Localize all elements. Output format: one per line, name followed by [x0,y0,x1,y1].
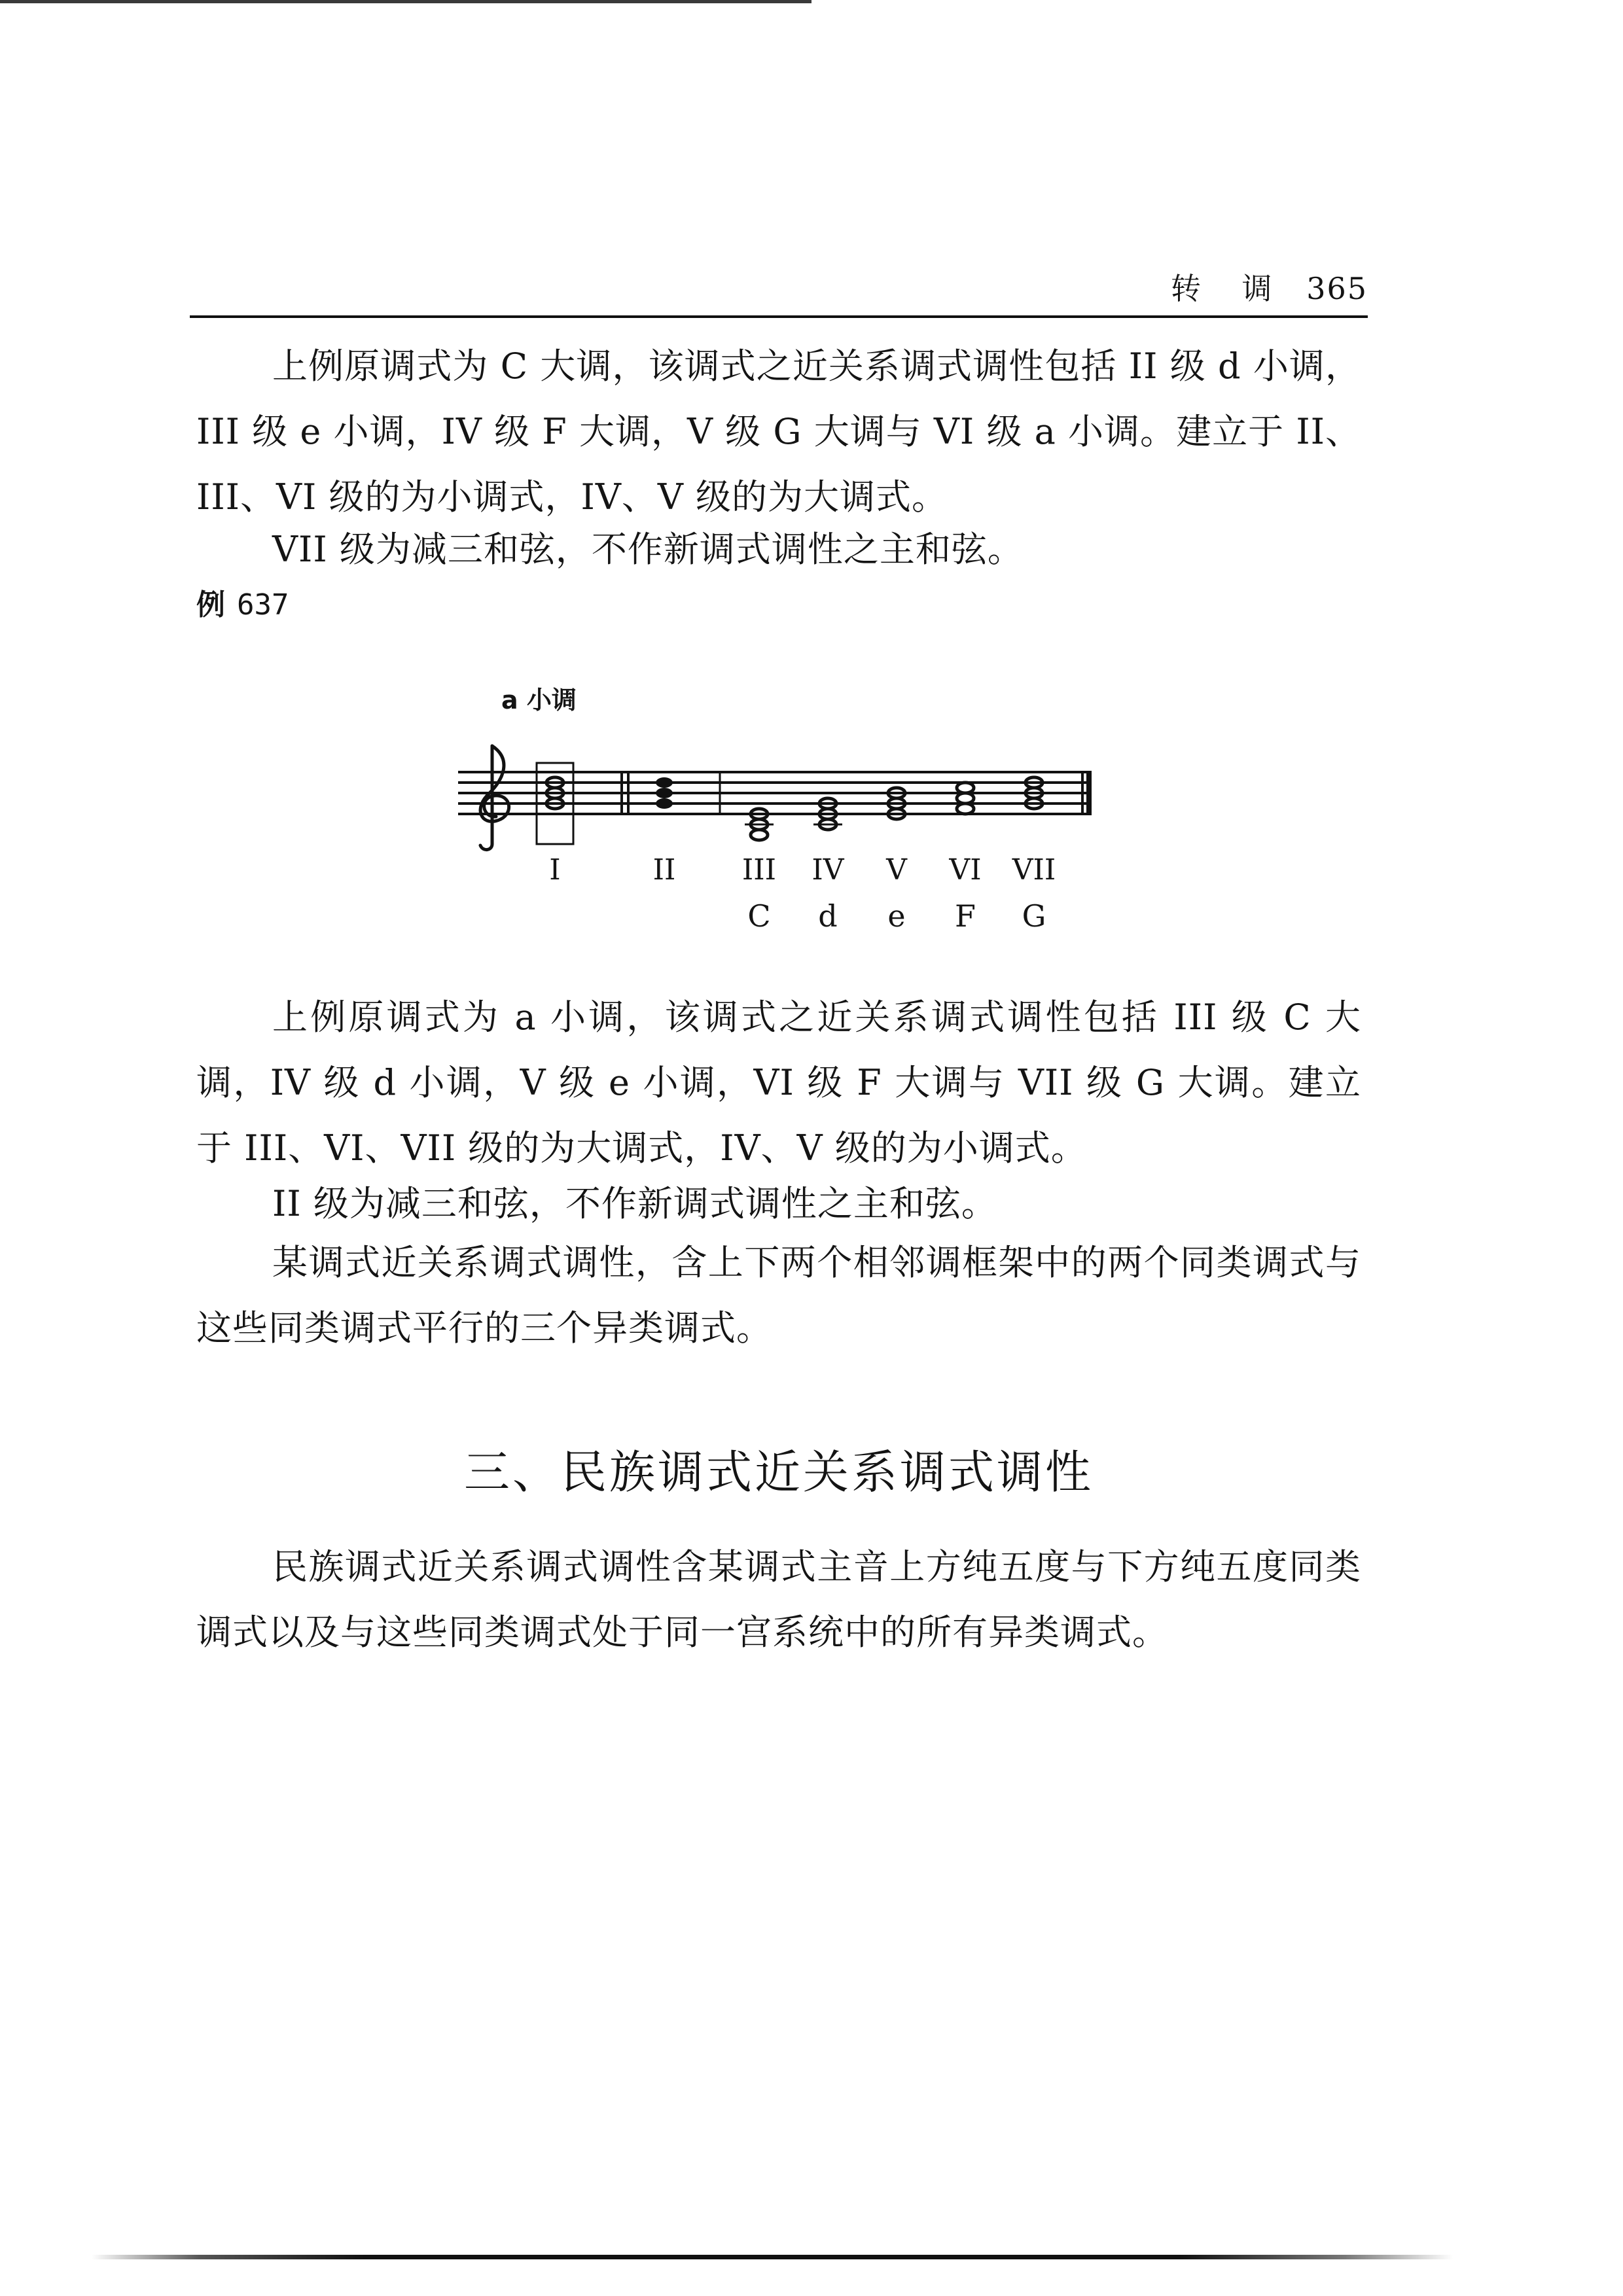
paragraph-summary: 某调式近关系调式调性，含上下两个相邻调框架中的两个同类调式与这些同类调式平行的三个异类调式。 [196,1242,1361,1349]
example-number: 637 [237,588,289,622]
chord-VI [957,783,974,814]
degree-numeral: VI [949,853,982,887]
key-name: e [887,898,906,934]
degree-numeral: II [652,853,676,887]
paragraph-a-minor-relations: 上例原调式为 a 小调，该调式之近关系调式调性包括 III 级 C 大调，IV 级 d 小调，V 级 e 小调，VI 级 F 大调与 VII 级 G 大调。建立于 III、VI、VII 级的为大调式，IV、V 级的为小调式。 [196,997,1361,1169]
degree-numeral: IV [812,853,844,887]
page-number: 365 [1306,271,1368,306]
music-example-staff [0,0,1623,981]
treble-clef-icon [480,746,509,850]
paragraph-c-major-relations: 上例原调式为 C 大调，该调式之近关系调式调性包括 II 级 d 小调，III 级 e 小调，IV 级 F 大调，V 级 G 大调与 VI 级 a 小调。建立于 II、III、VI 级的为小调式，IV、V 级的为大调式。 [196,345,1361,518]
paragraph-vii-diminished: VII 级为减三和弦，不作新调式调性之主和弦。 [272,529,1024,570]
paragraph-ii-diminished: II 级为减三和弦，不作新调式调性之主和弦。 [272,1183,997,1224]
degree-numeral: V [886,853,907,887]
example-key-label: a 小调 [501,686,577,715]
degree-numeral: I [549,853,561,887]
key-name: F [955,898,976,934]
key-name: d [818,898,838,934]
chord-II [656,777,673,809]
running-header-title: 转 调 [1170,271,1288,306]
key-name: G [1022,898,1046,934]
bottom-scan-rule [92,2255,1453,2259]
example-label-word: 例 [196,588,225,622]
degree-numeral: VII [1012,853,1056,887]
key-name: C [747,898,771,934]
degree-numeral: III [741,853,777,887]
section-heading: 三、民族调式近关系调式调性 [464,1445,1094,1499]
paragraph-national-modes: 民族调式近关系调式调性含某调式主音上方纯五度与下方纯五度同类调式以及与这些同类调式处于同一宫系统中的所有异类调式。 [196,1546,1361,1653]
